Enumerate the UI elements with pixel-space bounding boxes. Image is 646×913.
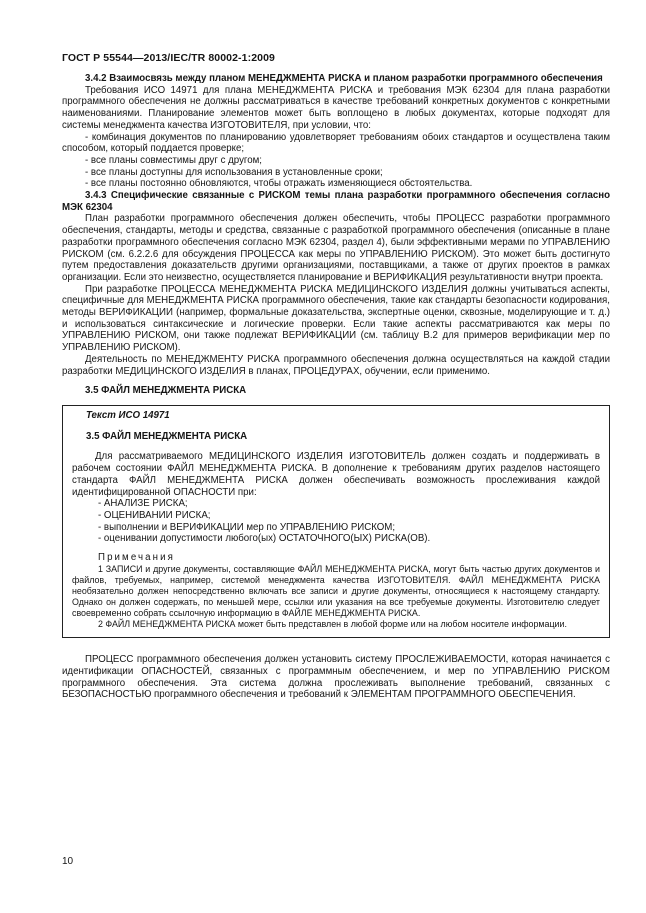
list-item: - все планы постоянно обновляются, чтобы отражать изменяющиеся обстоятельства. (85, 178, 473, 190)
iso-quote-box (62, 405, 610, 638)
section-3-4-3-heading: 3.4.3 Специфические связанные с РИСКОМ темы плана разработки программного обеспечения согласно МЭК 62304 (62, 190, 610, 213)
section-3-4-3-paragraph-1: План разработки программного обеспечения должен обеспечить, чтобы ПРОЦЕСС разработки программного обеспечения, стандарты, методы и средства, связанные с разработкой программного обеспечения (описанные в плане разработки программного обеспечения согласно МЭК 62304, раздел 4), были эффективными мерами по УПРАВЛЕНИЮ РИСКОМ (см. 6.2.2.6 для обсуждения ПРОЦЕССА как меры по УПРАВЛЕНИЮ РИСКОМ). Это может быть достигнуто путем предоставления доказательств другими организациями, поставщиками, а также от других проектов в рамках организации. Если это неизвестно, осуществляется планирование и ВЕРИФИКАЦИЯ результативности внутри проекта. (62, 213, 610, 283)
section-3-4-2-body: Требования ИСО 14971 для плана МЕНЕДЖМЕНТА РИСКА и требования МЭК 62304 для плана разработки программного обеспечения не должны рассматриваться в качестве требований конкретных документов с конкретными наименованиями. Планирование элементов может быть воплощено в любых документах, которые подходят для системы менеджмента качества ИЗГОТОВИТЕЛЯ, при условии, что: (62, 84, 610, 131)
page-content (62, 73, 610, 701)
section-3-4-3-paragraph-3: Деятельность по МЕНЕДЖМЕНТУ РИСКА программного обеспечения должна осуществляться на каждой стадии разработки МЕДИЦИНСКОГО ИЗДЕЛИЯ в планах, ПРОЦЕДУРАХ, обучении, если применимо. (62, 353, 610, 377)
page-number: 10 (62, 856, 74, 867)
quote-body: Для рассматриваемого МЕДИЦИНСКОГО ИЗДЕЛИЯ ИЗГОТОВИТЕЛЬ должен создать и поддерживать в рабочем состоянии ФАЙЛ МЕНЕДЖМЕНТА РИСКА. В дополнение к требованиям других разделов настоящего стандарта ФАЙЛ МЕНЕДЖМЕНТА РИСКА должен обеспечивать возможность прослеживания каждой идентифицированной ОПАСНОСТИ при: (72, 451, 600, 498)
list-item: - все планы доступны для использования в установленные сроки; (85, 166, 383, 178)
quote-list-item: - ОЦЕНИВАНИИ РИСКА; (98, 509, 211, 521)
quote-source-label: Текст ИСО 14971 (86, 409, 170, 421)
note-1: 1 ЗАПИСИ и другие документы, составляющие ФАЙЛ МЕНЕДЖМЕНТА РИСКА, могут быть частью других документов и файлов, требуемых, например, системой менеджмента качества ИЗГОТОВИТЕЛЯ. ФАЙЛ МЕНЕДЖМЕНТА РИСКА необязательно должен непосредственно включать все записи и другие документы, относящиеся к настоящему стандарту. Однако он должен содержать, по меньшей мере, ссылки или указания на все требуемые документы. Изготовителю следует своевременно собрать ссылочную информацию в ФАЙЛЕ МЕНЕДЖМЕНТА РИСКА. (72, 563, 600, 619)
quote-list-item: - выполнении и ВЕРИФИКАЦИИ мер по УПРАВЛЕНИЮ РИСКОМ; (98, 521, 396, 533)
section-3-4-2-heading: 3.4.2 Взаимосвязь между планом МЕНЕДЖМЕНТА РИСКА и планом разработки программного обеспечения (85, 73, 603, 84)
section-3-4-3-paragraph-2: При разработке ПРОЦЕССА МЕНЕДЖМЕНТА РИСКА МЕДИЦИНСКОГО ИЗДЕЛИЯ должны учитываться аспекты, специфичные для МЕНЕДЖМЕНТА РИСКА программного обеспечения, такие как стандарты безопасности кодирования, методы ВЕРИФИКАЦИИ (например, формальные доказательства, экспертные оценки, сквозные, моделирующие и т. д.) и использоваться синтаксические и логические проверки. Если такие аспекты рассматриваются как меры по УПРАВЛЕНИЮ РИСКОМ, они также подлежат ВЕРИФИКАЦИИ (см. таблицу В.2 для примеров верификации мер по УПРАВЛЕНИЮ РИСКОМ). (62, 283, 610, 354)
list-item: - комбинация документов по планированию удовлетворяет требованиям обоих стандартов и осуществлена таким способом, который поддается проверке; (62, 131, 610, 155)
quote-list-item: - оценивании допустимости любого(ых) ОСТАТОЧНОГО(ЫХ) РИСКА(ОВ). (98, 533, 431, 545)
standard-header: ГОСТ Р 55544—2013/IEC/TR 80002-1:2009 (62, 52, 275, 64)
quote-heading: 3.5 ФАЙЛ МЕНЕДЖМЕНТА РИСКА (86, 430, 248, 442)
notes-heading: Примечания (98, 552, 175, 564)
traceability-paragraph: ПРОЦЕСС программного обеспечения должен установить систему ПРОСЛЕЖИВАЕМОСТИ, которая начинается с идентификации ОПАСНОСТЕЙ, связанных с программным обеспечением, и мер по УПРАВЛЕНИЮ РИСКОМ программного обеспечения. Эта система должна прослеживать выполнение требований, связанных с БЕЗОПАСНОСТЬЮ программного обеспечения и требований к ЭЛЕМЕНТАМ ПРОГРАММНОГО ОБЕСПЕЧЕНИЯ. (62, 654, 610, 701)
note-2: 2 ФАЙЛ МЕНЕДЖМЕНТА РИСКА может быть представлен в любой форме или на любом носителе информации. (98, 619, 567, 630)
quote-list-item: - АНАЛИЗЕ РИСКА; (98, 498, 188, 510)
list-item: - все планы совместимы друг с другом; (85, 154, 262, 166)
section-3-5-heading: 3.5 ФАЙЛ МЕНЕДЖМЕНТА РИСКА (85, 385, 247, 397)
